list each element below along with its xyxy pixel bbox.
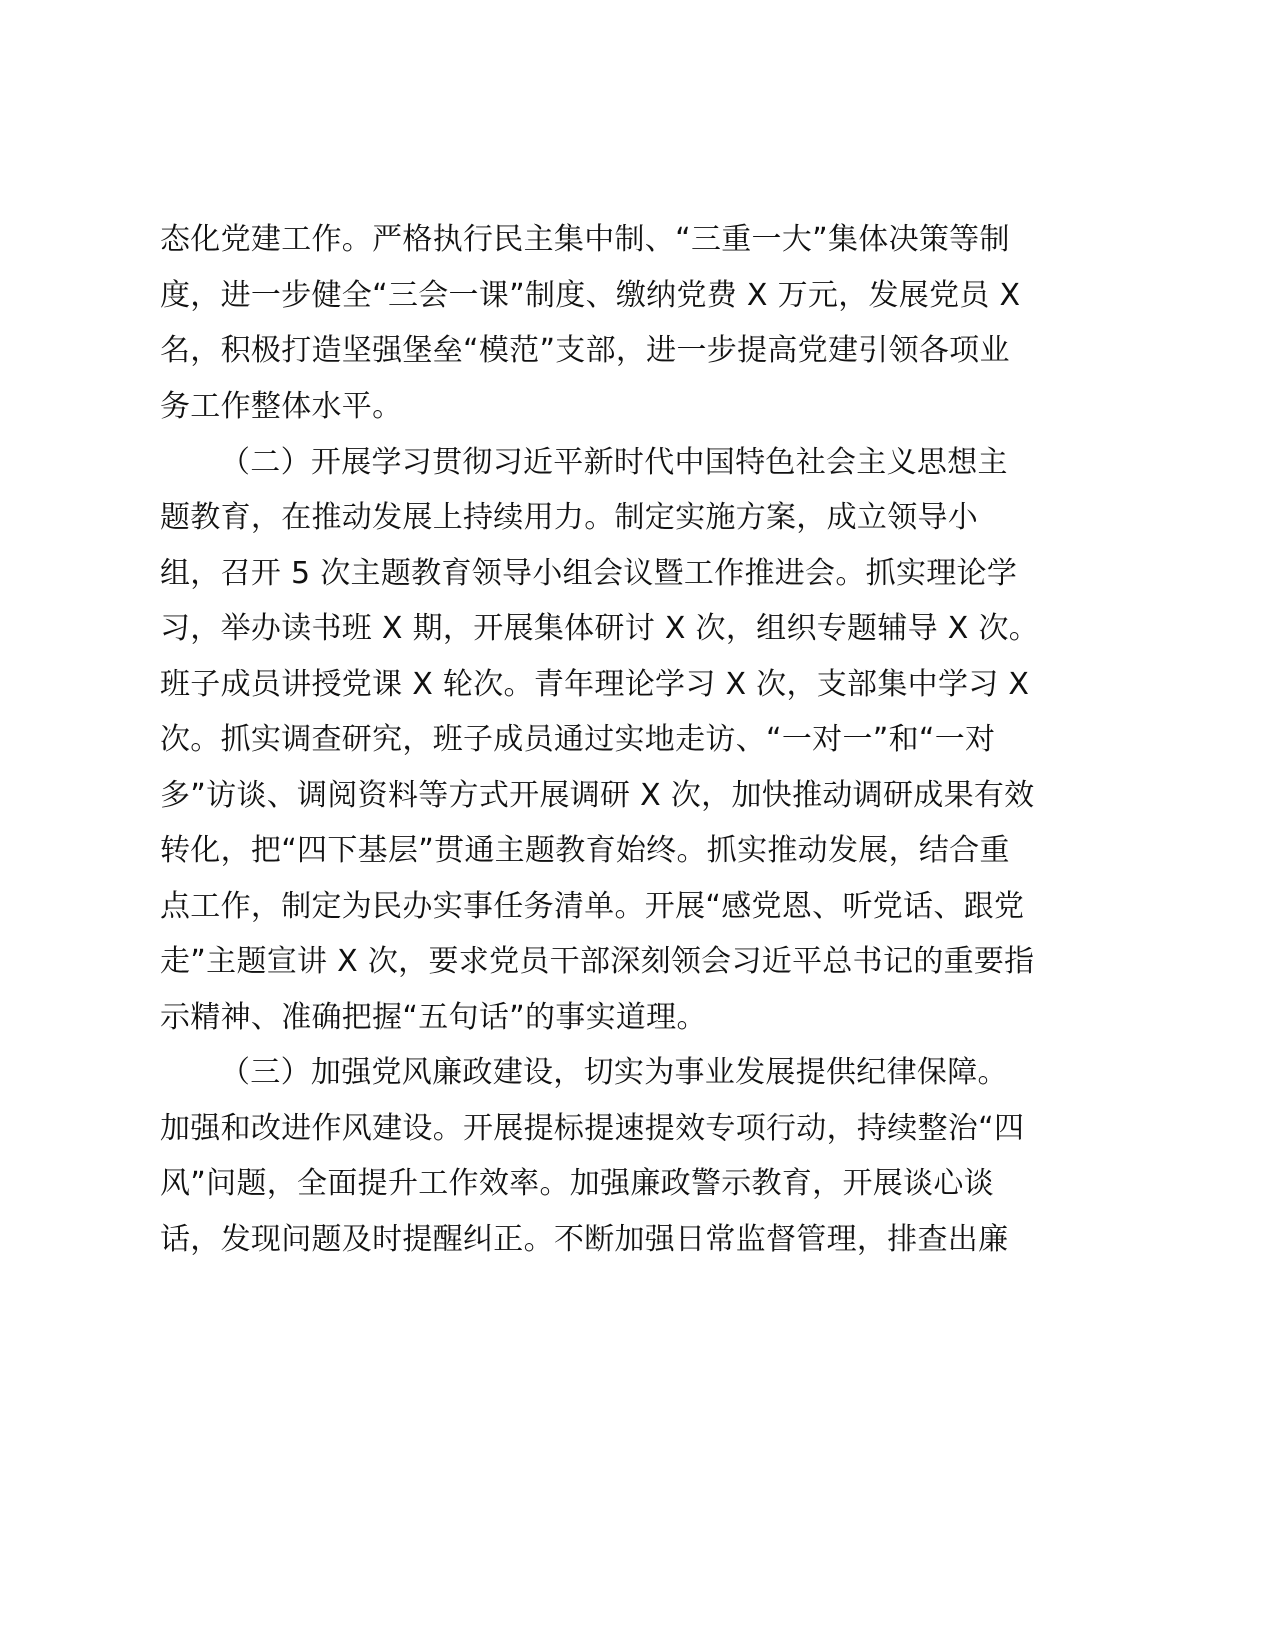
text-line: 示精神、准确把握“五句话”的事实道理。: [160, 1000, 707, 1035]
text-line: 度，进一步健全“三会一课”制度、缴纳党费 X 万元，发展党员 X: [160, 278, 1021, 313]
text-line: 转化，把“四下基层”贯通主题教育始终。抓实推动发展，结合重: [160, 833, 1010, 868]
text-line: 题教育，在推动发展上持续用力。制定实施方案，成立领导小: [160, 500, 979, 535]
section-heading-2: （二）开展学习贯彻习近平新时代中国特色社会主义思想主: [220, 445, 1008, 480]
text-line: 话，发现问题及时提醒纠正。不断加强日常监督管理，排查出廉: [160, 1222, 1009, 1257]
text-line: 次。抓实调查研究，班子成员通过实地走访、“一对一”和“一对: [160, 722, 996, 757]
text-line: 多”访谈、调阅资料等方式开展调研 X 次，加快推动调研成果有效: [160, 778, 1035, 813]
text-line: 风”问题，全面提升工作效率。加强廉政警示教育，开展谈心谈: [160, 1166, 994, 1201]
section-heading-3: （三）加强党风廉政建设，切实为事业发展提供纪律保障。: [220, 1055, 1008, 1090]
text-line: 态化党建工作。严格执行民主集中制、“三重一大”集体决策等制: [160, 222, 1010, 257]
text-line: 加强和改进作风建设。开展提标提速提效专项行动，持续整治“四: [160, 1111, 1025, 1146]
text-line: 走”主题宣讲 X 次，要求党员干部深刻领会习近平总书记的重要指: [160, 944, 1035, 979]
text-line: 班子成员讲授党课 X 轮次。青年理论学习 X 次，支部集中学习 X: [160, 667, 1030, 702]
text-line: 名，积极打造坚强堡垒“模范”支部，进一步提高党建引领各项业: [160, 333, 1010, 368]
text-line: 习，举办读书班 X 期，开展集体研讨 X 次，组织专题辅导 X 次。: [160, 611, 1040, 646]
text-line: 点工作，制定为民办实事任务清单。开展“感党恩、听党话、跟党: [160, 889, 1025, 924]
text-line: 务工作整体水平。: [160, 389, 403, 424]
text-line: 组，召开 5 次主题教育领导小组会议暨工作推进会。抓实理论学: [160, 556, 1018, 591]
